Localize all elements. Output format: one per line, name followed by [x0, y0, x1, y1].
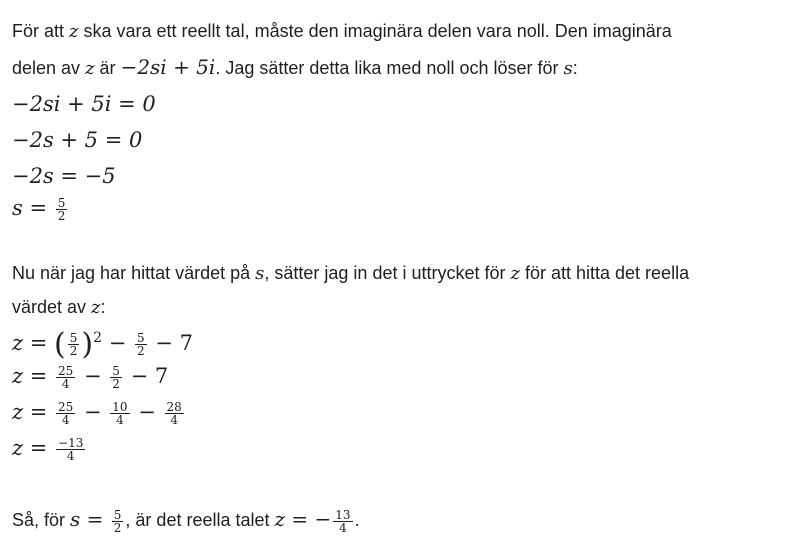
text: Nu när jag har hittat värdet på: [12, 263, 256, 283]
text: För att: [12, 21, 70, 41]
numerator: 25: [58, 364, 74, 378]
fraction: [110, 401, 129, 426]
denominator: 4: [116, 413, 124, 427]
math-z: z: [12, 436, 24, 460]
text: , är det reella talet: [125, 510, 275, 530]
fraction: [56, 365, 75, 390]
equation-7: [12, 400, 186, 426]
text: :: [100, 297, 106, 317]
text: Så, för: [12, 510, 71, 530]
numerator: 25: [58, 400, 74, 414]
conclusion: [12, 506, 360, 534]
equation-text: −2s + 5 = 0: [12, 128, 143, 152]
minus: −: [102, 331, 133, 355]
numerator: 5: [112, 364, 120, 378]
minus: −: [131, 400, 163, 424]
text: värdet av: [12, 297, 92, 317]
numerator: 5: [113, 507, 122, 522]
denominator: 2: [136, 344, 145, 358]
equation-4: [12, 196, 69, 222]
numerator: −13: [58, 436, 84, 450]
fraction: [56, 197, 68, 222]
equation-6: [12, 364, 168, 390]
numerator: 5: [57, 196, 66, 210]
equation-3: [12, 164, 116, 188]
math-z: z: [91, 297, 101, 318]
exponent: 2: [93, 330, 103, 346]
equation-8: [12, 436, 87, 462]
text: , sätter jag in det i uttrycket för: [264, 263, 511, 283]
text: :: [572, 58, 578, 78]
fraction: [112, 509, 124, 534]
math-s: s: [563, 58, 573, 79]
number: 7: [179, 331, 193, 355]
minus: −: [123, 364, 155, 388]
paragraph-2-line-2: [12, 298, 106, 317]
text: är: [94, 58, 121, 78]
math-z: z: [85, 58, 95, 79]
denominator: 4: [339, 520, 347, 535]
denominator: 2: [113, 520, 122, 535]
minus: −: [77, 364, 109, 388]
equation-5: [12, 327, 193, 362]
equals: =: [23, 331, 55, 355]
equation-text: s =: [12, 196, 54, 220]
fraction: [165, 401, 184, 426]
text: .: [354, 510, 360, 530]
numerator: 5: [69, 331, 78, 345]
math-z: z: [12, 364, 24, 388]
math-s: s: [255, 263, 265, 284]
equals: =: [23, 436, 55, 460]
math-z: z: [510, 263, 520, 284]
fraction: [56, 401, 75, 426]
equals: =: [23, 364, 55, 388]
paragraph-1-line-1: [12, 22, 672, 41]
math-s-equals: s =: [70, 507, 110, 531]
paragraph-2-line-1: [12, 264, 689, 283]
denominator: 2: [57, 209, 66, 223]
minus: −: [77, 400, 109, 424]
fraction: [333, 509, 352, 534]
equation-text: −2si + 5i = 0: [12, 92, 156, 116]
denominator: 4: [61, 377, 70, 391]
denominator: 4: [61, 413, 70, 427]
equation-2: [12, 128, 142, 152]
equation-text: −2s = −5: [12, 164, 116, 188]
text: ska vara ett reellt tal, måste den imaginära delen vara noll. Den imaginära: [78, 21, 672, 41]
denominator: 4: [66, 449, 75, 463]
paren-open: (: [54, 327, 66, 362]
numerator: 28: [166, 400, 182, 414]
denominator: 2: [69, 344, 78, 358]
math-z: z: [12, 331, 24, 355]
text: för att hitta det reella: [519, 263, 690, 283]
paren-close: ): [81, 327, 94, 362]
equation-1: [12, 92, 156, 116]
denominator: 2: [112, 377, 120, 391]
paragraph-1-line-2: [12, 55, 578, 79]
math-z-equals: z = −: [274, 507, 332, 531]
numerator: 13: [335, 507, 351, 522]
math-z: z: [69, 21, 79, 42]
numerator: 10: [112, 400, 128, 414]
numerator: 5: [136, 331, 145, 345]
math-z: z: [12, 400, 24, 424]
number: 7: [154, 364, 169, 388]
fraction: [110, 365, 122, 390]
fraction: [56, 437, 85, 462]
equals: =: [23, 400, 55, 424]
fraction: [135, 332, 147, 357]
denominator: 4: [170, 413, 178, 427]
text: delen av: [12, 58, 86, 78]
minus: −: [148, 331, 180, 355]
text: . Jag sätter detta lika med noll och löser för: [215, 58, 564, 78]
math-imaginary-part: −2si + 5i: [120, 55, 216, 79]
fraction: [68, 332, 80, 357]
